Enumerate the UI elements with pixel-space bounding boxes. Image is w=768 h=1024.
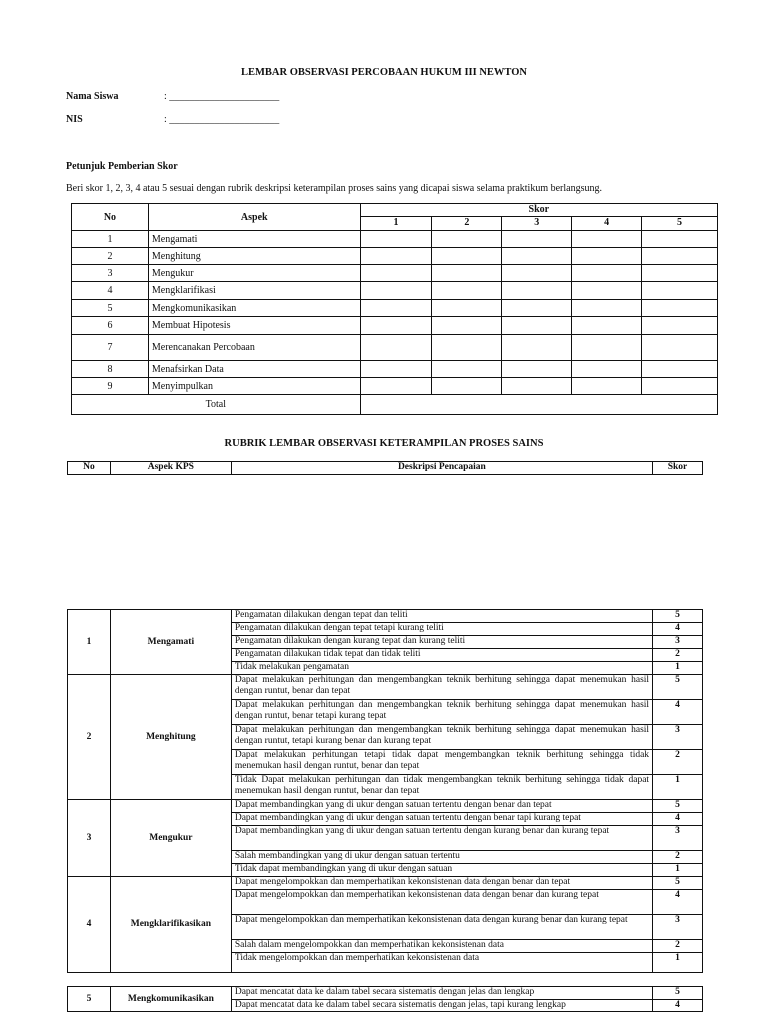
row-no: 4: [72, 282, 149, 300]
observation-row: [72, 317, 718, 335]
score-cell[interactable]: [432, 317, 502, 335]
row-no: 5: [72, 300, 149, 317]
observation-row: [72, 265, 718, 282]
score-cell[interactable]: [502, 248, 572, 265]
score-cell[interactable]: [642, 335, 718, 361]
rubric-description: Dapat melakukan perhitungan dan mengembangkan teknik berhitung sehingga dapat menemukan hasil dengan runtut, benar dan tepat: [231, 675, 652, 700]
rubric-score: 4: [653, 890, 703, 915]
rubric-description: Dapat mencatat data ke dalam tabel secara sistematis dengan jelas dan lengkap: [231, 987, 652, 1000]
rubric-score: 3: [653, 725, 703, 750]
score-cell[interactable]: [432, 248, 502, 265]
score-cell[interactable]: [572, 378, 642, 395]
score-cell[interactable]: [432, 378, 502, 395]
score-col-header: 4: [572, 217, 642, 231]
row-aspek: Menafsirkan Data: [148, 361, 360, 378]
rubric-score: 5: [653, 987, 703, 1000]
instructions-text: Beri skor 1, 2, 3, 4 atau 5 sesuai dengan rubrik deskripsi keterampilan proses sains yang dicapai siswa selama praktikum berlangsung.: [66, 183, 602, 194]
score-cell[interactable]: [360, 248, 432, 265]
rubric-score: 4: [653, 623, 703, 636]
observation-row: [72, 282, 718, 300]
rubric-header-skor: Skor: [653, 462, 703, 475]
rubric-description: Tidak melakukan pengamatan: [231, 662, 652, 675]
rubric-header-no: No: [68, 462, 111, 475]
score-cell[interactable]: [572, 248, 642, 265]
row-aspek: Mengklarifikasi: [148, 282, 360, 300]
row-no: 9: [72, 378, 149, 395]
rubric-aspek: Mengukur: [110, 800, 231, 877]
rubric-aspek: Mengkomunikasikan: [110, 987, 231, 1012]
score-col-header: 5: [642, 217, 718, 231]
rubric-score: 2: [653, 851, 703, 864]
score-cell[interactable]: [360, 300, 432, 317]
rubric-description: Pengamatan dilakukan dengan tepat dan teliti: [231, 610, 652, 623]
observation-table: [71, 203, 718, 415]
rubric-score: 2: [653, 750, 703, 775]
rubric-no: 1: [68, 610, 111, 675]
rubric-score: 1: [653, 953, 703, 973]
score-cell[interactable]: [502, 361, 572, 378]
rubric-header-table: [67, 461, 703, 475]
rubric-description: Tidak Dapat melakukan perhitungan dan tidak mengembangkan teknik berhitung sehingga tidak dapat menemukan hasil dengan runtut, benar dan tepat: [231, 775, 652, 800]
rubric-score: 2: [653, 649, 703, 662]
rubric-header-deskripsi: Deskripsi Pencapaian: [231, 462, 652, 475]
score-cell[interactable]: [432, 282, 502, 300]
student-nis-field: : ______________________: [164, 114, 280, 125]
total-cell[interactable]: [360, 395, 717, 415]
score-cell[interactable]: [502, 231, 572, 248]
score-cell[interactable]: [432, 265, 502, 282]
rubric-description: Dapat mengelompokkan dan memperhatikan kekonsistenan data dengan benar dan kurang tepat: [231, 890, 652, 915]
row-no: 6: [72, 317, 149, 335]
score-cell[interactable]: [572, 282, 642, 300]
rubric-description: Dapat mencatat data ke dalam tabel secara sistematis dengan jelas, tapi kurang lengkap: [231, 1000, 652, 1012]
score-cell[interactable]: [572, 317, 642, 335]
rubric-aspek: Mengklarifikasikan: [110, 877, 231, 973]
header-aspek: Aspek: [148, 204, 360, 231]
rubric-description: Dapat membandingkan yang di ukur dengan satuan tertentu dengan benar tapi kurang tepat: [231, 813, 652, 826]
row-aspek: Merencanakan Percobaan: [148, 335, 360, 361]
page-title: LEMBAR OBSERVASI PERCOBAAN HUKUM III NEWTON: [241, 67, 527, 78]
total-label: Total: [72, 395, 361, 415]
score-cell[interactable]: [642, 300, 718, 317]
rubric-aspek: Mengamati: [110, 610, 231, 675]
score-cell[interactable]: [502, 300, 572, 317]
rubric-description: Tidak dapat membandingkan yang di ukur dengan satuan: [231, 864, 652, 877]
student-nis-label: NIS: [66, 114, 83, 125]
score-cell[interactable]: [572, 265, 642, 282]
score-cell[interactable]: [360, 317, 432, 335]
student-name-field: : ______________________: [164, 91, 280, 102]
observation-row: [72, 300, 718, 317]
rubric-table: [67, 609, 703, 973]
score-cell[interactable]: [360, 378, 432, 395]
observation-row: [72, 335, 718, 361]
rubric-row: [68, 610, 703, 623]
score-cell[interactable]: [360, 361, 432, 378]
rubric-header-aspek: Aspek KPS: [110, 462, 231, 475]
score-cell[interactable]: [642, 282, 718, 300]
rubric-description: Pengamatan dilakukan dengan kurang tepat dan kurang teliti: [231, 636, 652, 649]
rubric-description: Dapat melakukan perhitungan dan mengembangkan teknik berhitung sehingga dapat menemukan hasil dengan runtut, benar tetapi kurang tepat: [231, 700, 652, 725]
rubric-description: Tidak mengelompokkan dan memperhatikan kekonsistenan data: [231, 953, 652, 973]
rubric-score: 4: [653, 1000, 703, 1012]
rubric-score: 5: [653, 610, 703, 623]
rubric-description: Dapat melakukan perhitungan dan mengembangkan teknik berhitung sehingga dapat menemukan hasil dengan runtut, tetapi kurang benar dan kurang tepat: [231, 725, 652, 750]
score-cell[interactable]: [360, 282, 432, 300]
rubric-no: 5: [68, 987, 111, 1012]
rubric-row: [68, 877, 703, 890]
rubric-description: Dapat melakukan perhitungan tetapi tidak dapat mengembangkan teknik berhitung sehingga tidak menemukan hasil dengan runtut, benar dan tepat: [231, 750, 652, 775]
score-cell[interactable]: [572, 361, 642, 378]
rubric-aspek: Menghitung: [110, 675, 231, 800]
observation-row: [72, 378, 718, 395]
score-cell[interactable]: [642, 231, 718, 248]
score-cell[interactable]: [502, 378, 572, 395]
score-cell[interactable]: [572, 335, 642, 361]
observation-row: [72, 361, 718, 378]
score-col-header: 2: [432, 217, 502, 231]
rubric-no: 2: [68, 675, 111, 800]
row-aspek: Menghitung: [148, 248, 360, 265]
rubric-description: Dapat mengelompokkan dan memperhatikan kekonsistenan data dengan kurang benar dan kurang tepat: [231, 915, 652, 940]
header-skor: Skor: [360, 204, 717, 217]
rubric-no: 3: [68, 800, 111, 877]
rubric-row: [68, 675, 703, 700]
score-cell[interactable]: [572, 231, 642, 248]
rubric-description: Dapat mengelompokkan dan memperhatikan kekonsistenan data dengan benar dan tepat: [231, 877, 652, 890]
row-no: 7: [72, 335, 149, 361]
rubric-description: Pengamatan dilakukan dengan tepat tetapi kurang teliti: [231, 623, 652, 636]
score-cell[interactable]: [432, 231, 502, 248]
score-col-header: 3: [502, 217, 572, 231]
rubric-description: Dapat membandingkan yang di ukur dengan satuan tertentu dengan kurang benar dan kurang tepat: [231, 826, 652, 851]
row-aspek: Mengukur: [148, 265, 360, 282]
rubric-score: 3: [653, 915, 703, 940]
score-cell[interactable]: [432, 335, 502, 361]
rubric-score: 1: [653, 775, 703, 800]
rubric-score: 5: [653, 800, 703, 813]
score-cell[interactable]: [432, 300, 502, 317]
score-cell[interactable]: [502, 265, 572, 282]
rubric-description: Salah dalam mengelompokkan dan memperhatikan kekonsistenan data: [231, 940, 652, 953]
total-row: [72, 395, 718, 415]
student-name-label: Nama Siswa: [66, 91, 119, 102]
score-cell[interactable]: [360, 231, 432, 248]
row-aspek: Membuat Hipotesis: [148, 317, 360, 335]
row-aspek: Mengamati: [148, 231, 360, 248]
row-no: 2: [72, 248, 149, 265]
score-cell[interactable]: [360, 335, 432, 361]
score-cell[interactable]: [642, 378, 718, 395]
rubric-score: 3: [653, 826, 703, 851]
row-no: 3: [72, 265, 149, 282]
row-no: 8: [72, 361, 149, 378]
rubric-score: 1: [653, 864, 703, 877]
score-cell[interactable]: [432, 361, 502, 378]
rubric-description: Dapat membandingkan yang di ukur dengan satuan tertentu dengan benar dan tepat: [231, 800, 652, 813]
rubric-score: 2: [653, 940, 703, 953]
instructions-heading: Petunjuk Pemberian Skor: [66, 161, 178, 172]
score-cell[interactable]: [642, 361, 718, 378]
score-cell[interactable]: [502, 335, 572, 361]
score-cell[interactable]: [642, 265, 718, 282]
rubric-score: 1: [653, 662, 703, 675]
rubric-row: [68, 800, 703, 813]
rubric-score: 3: [653, 636, 703, 649]
score-cell[interactable]: [642, 317, 718, 335]
row-no: 1: [72, 231, 149, 248]
rubric-title: RUBRIK LEMBAR OBSERVASI KETERAMPILAN PROSES SAINS: [224, 438, 544, 449]
header-no: No: [72, 204, 149, 231]
rubric-table-continued: [67, 986, 703, 1012]
score-cell[interactable]: [502, 317, 572, 335]
rubric-score: 5: [653, 675, 703, 700]
rubric-description: Salah membandingkan yang di ukur dengan satuan tertentu: [231, 851, 652, 864]
rubric-score: 4: [653, 813, 703, 826]
observation-row: [72, 248, 718, 265]
rubric-score: 4: [653, 700, 703, 725]
rubric-no: 4: [68, 877, 111, 973]
score-cell[interactable]: [642, 248, 718, 265]
score-cell[interactable]: [360, 265, 432, 282]
score-cell[interactable]: [572, 300, 642, 317]
rubric-row: [68, 987, 703, 1000]
rubric-score: 5: [653, 877, 703, 890]
score-col-header: 1: [360, 217, 432, 231]
rubric-description: Pengamatan dilakukan tidak tepat dan tidak teliti: [231, 649, 652, 662]
score-cell[interactable]: [502, 282, 572, 300]
row-aspek: Menyimpulkan: [148, 378, 360, 395]
observation-row: [72, 231, 718, 248]
row-aspek: Mengkomunikasikan: [148, 300, 360, 317]
